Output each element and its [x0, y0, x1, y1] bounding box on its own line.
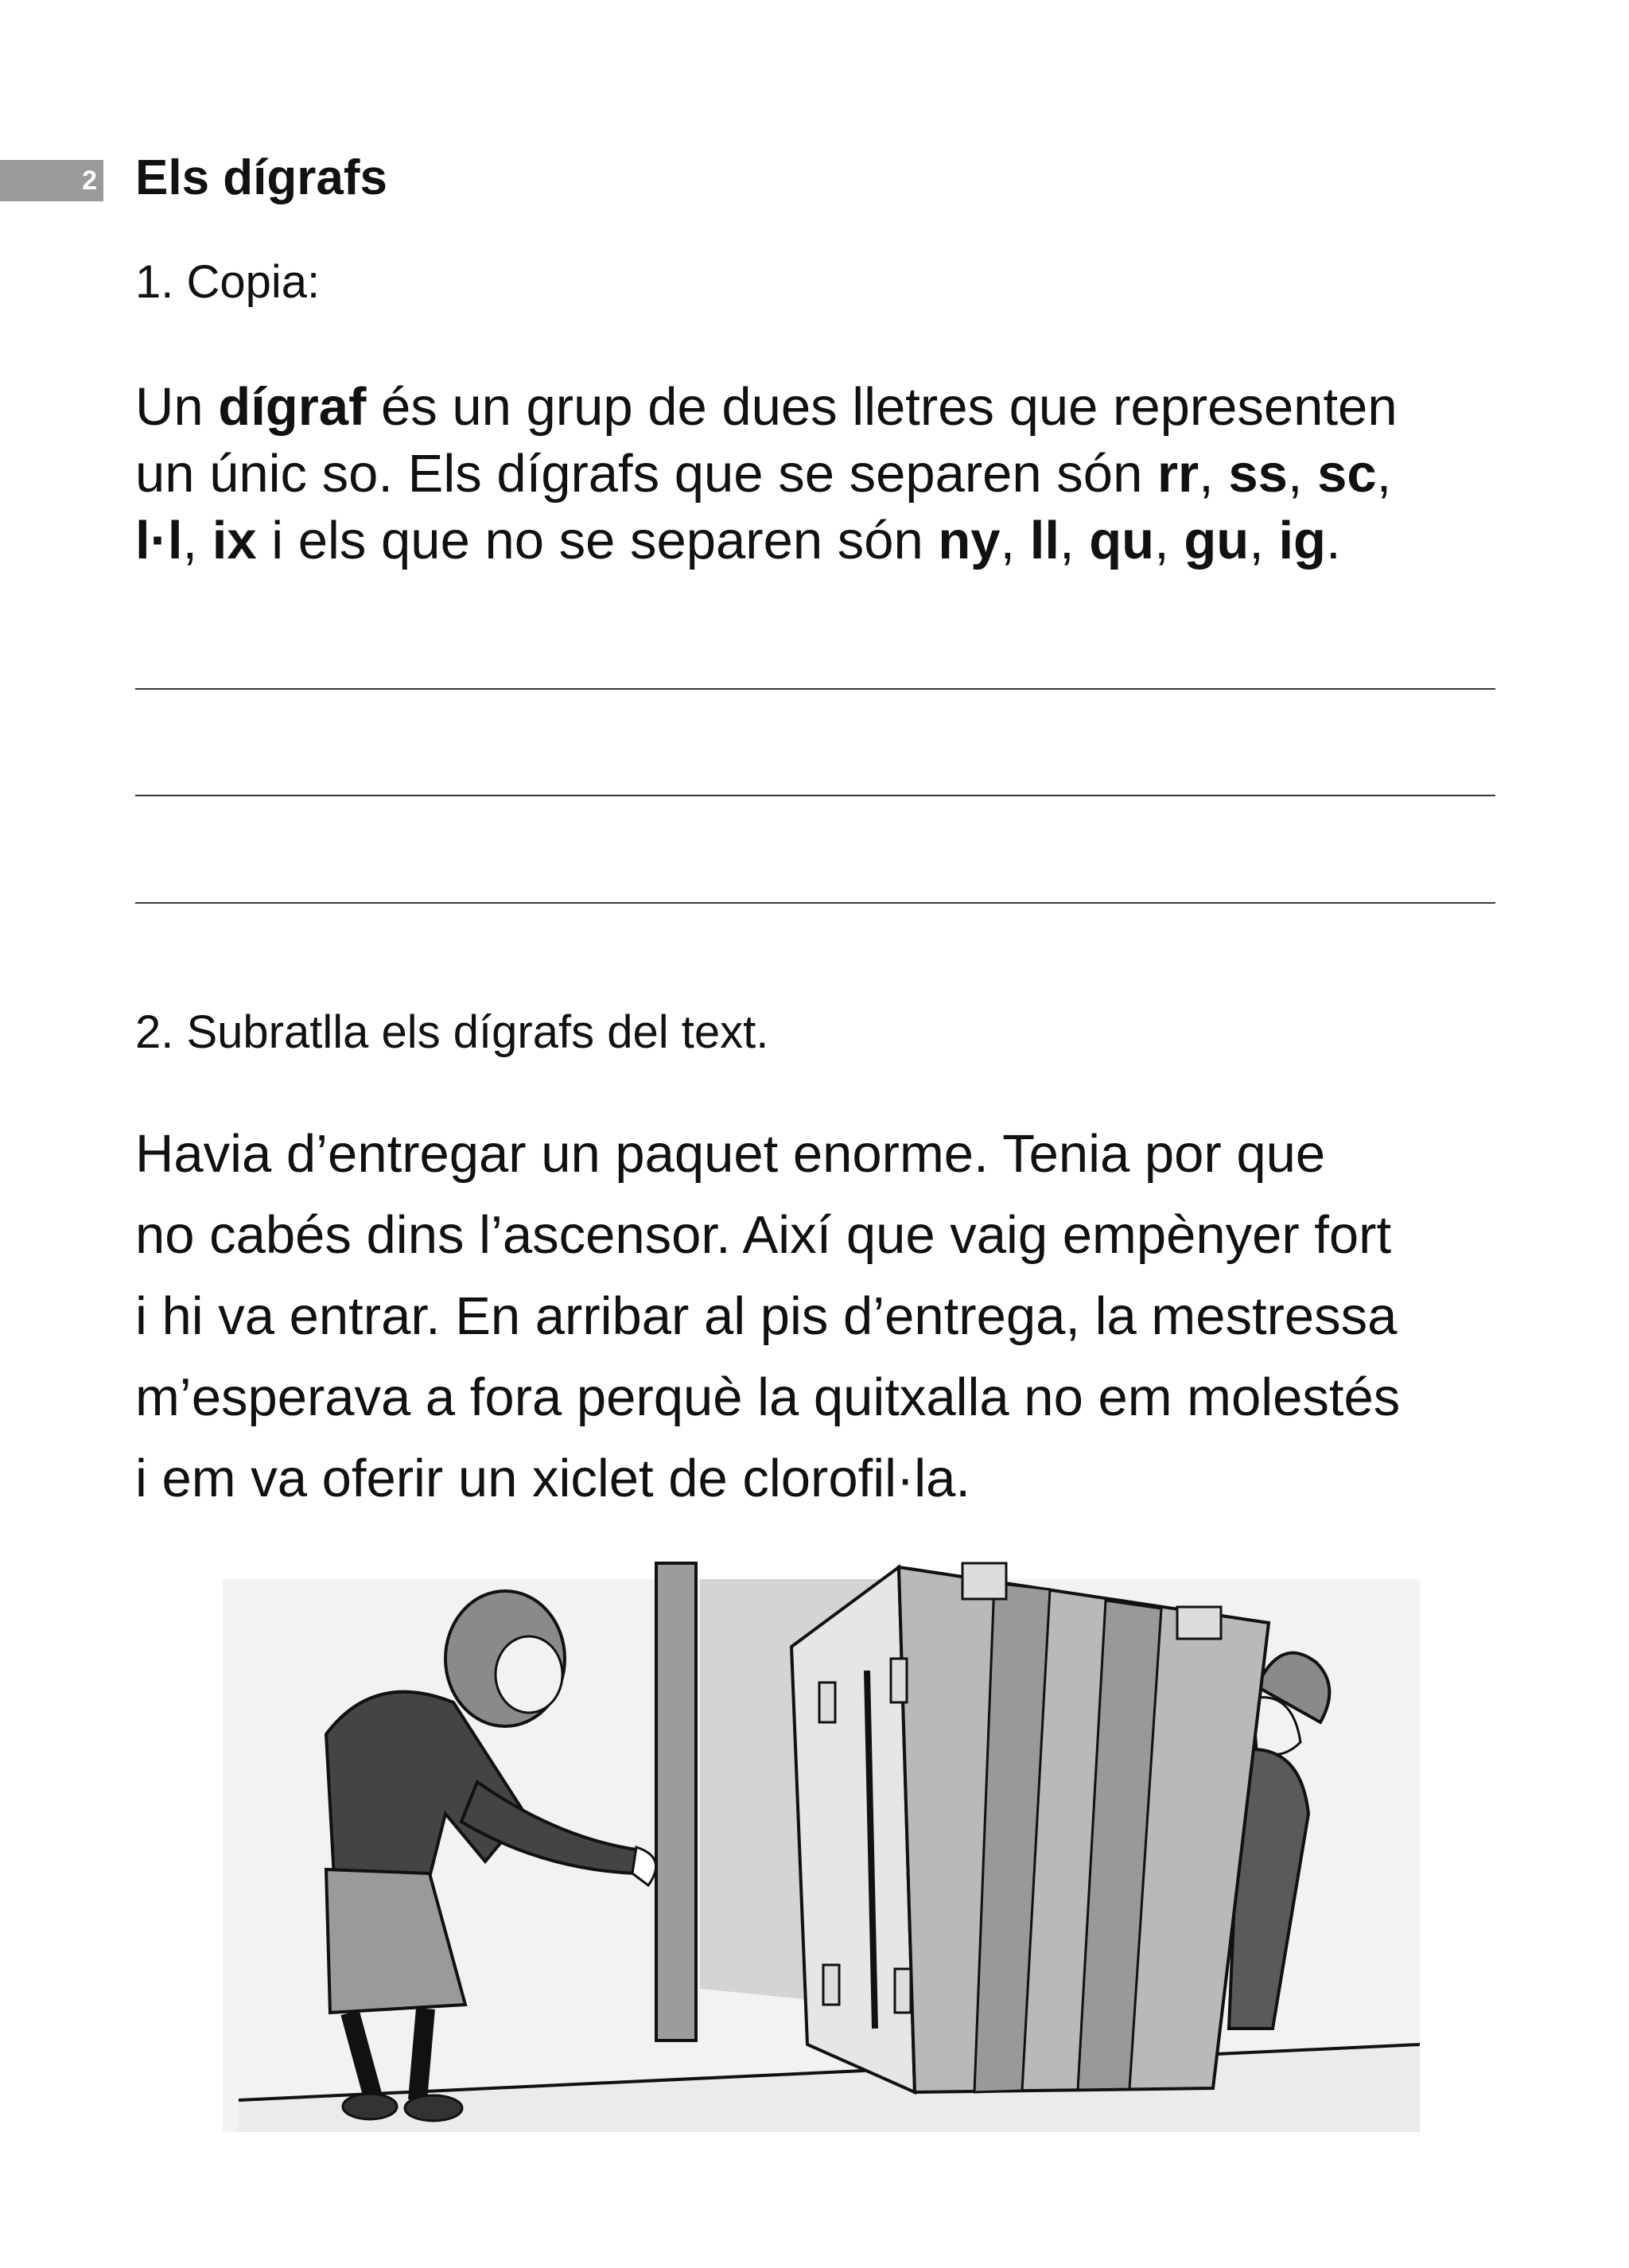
copy-text-line-3: [135, 508, 1398, 574]
section-number-tab: [0, 160, 103, 201]
digraph-term: qu: [1089, 511, 1155, 570]
text-segment: ,: [1287, 444, 1318, 504]
digraph-term: ix: [212, 511, 257, 570]
woman-shoe-right: [405, 2095, 462, 2121]
package-tape-5: [823, 1965, 839, 2005]
digraph-term: ll: [1029, 511, 1060, 570]
copy-text-line-1: [135, 374, 1398, 441]
woman-shoe-left: [343, 2094, 397, 2119]
text-segment: ,: [1376, 444, 1392, 504]
text-segment: ,: [1199, 444, 1229, 504]
package-figure: [791, 1563, 1269, 2092]
text-segment: i els que no se separen són: [256, 511, 939, 570]
text-segment: ,: [1249, 511, 1279, 570]
writing-line-3[interactable]: [135, 902, 1495, 904]
text-segment: ,: [1000, 511, 1030, 570]
digraph-term: dígraf: [218, 377, 367, 437]
woman-face: [496, 1636, 562, 1713]
copy-text-line-2: [135, 441, 1398, 508]
text-segment: ,: [1154, 511, 1184, 570]
text-segment: un únic so. Els dígrafs que se separen són: [135, 444, 1157, 504]
digraph-term: gu: [1184, 511, 1250, 570]
digraph-term: ig: [1278, 511, 1326, 570]
digraph-term: ny: [938, 511, 1001, 570]
digraph-term: sc: [1317, 444, 1377, 504]
package-tape-6: [895, 1969, 911, 2013]
package-tape-1: [962, 1563, 1006, 1599]
text-segment: .: [1325, 511, 1341, 570]
writing-line-1[interactable]: [135, 688, 1495, 690]
illustration: [191, 1551, 1440, 2156]
exercise-2-text: [135, 1114, 1400, 1519]
digraph-term: rr: [1157, 444, 1199, 504]
exercise-1-text: [135, 374, 1398, 574]
text-segment: és un grup de dues lletres que representen: [366, 377, 1398, 437]
section-number: 2: [82, 165, 97, 196]
text-line-2[interactable]: no cabés dins l’ascensor. Així que vaig empènyer fort: [135, 1205, 1392, 1265]
exercise-1-instruction: 1. Copia:: [135, 256, 321, 308]
package-tape-3: [819, 1683, 835, 1722]
exercise-2-instruction: 2. Subratlla els dígrafs del text.: [135, 1006, 769, 1058]
digraph-term: l·l: [135, 511, 183, 570]
section-title: Els dígrafs: [135, 150, 387, 205]
door-frame: [656, 1563, 696, 2040]
writing-line-2[interactable]: [135, 795, 1495, 796]
text-segment: ,: [1059, 511, 1090, 570]
text-line-1[interactable]: Havia d’entregar un paquet enorme. Tenia por que: [135, 1124, 1326, 1184]
text-line-3[interactable]: i hi va entrar. En arribar al pis d’entrega, la mestressa: [135, 1286, 1398, 1346]
text-line-4[interactable]: m’esperava a fora perquè la quitxalla no em molestés: [135, 1367, 1401, 1427]
text-line-5[interactable]: i em va oferir un xiclet de clorofil·la.: [135, 1449, 971, 1508]
package-tape-4: [891, 1659, 907, 1702]
package-tape-2: [1177, 1607, 1221, 1639]
digraph-term: ss: [1228, 444, 1288, 504]
text-segment: ,: [182, 511, 212, 570]
text-segment: Un: [135, 377, 219, 437]
